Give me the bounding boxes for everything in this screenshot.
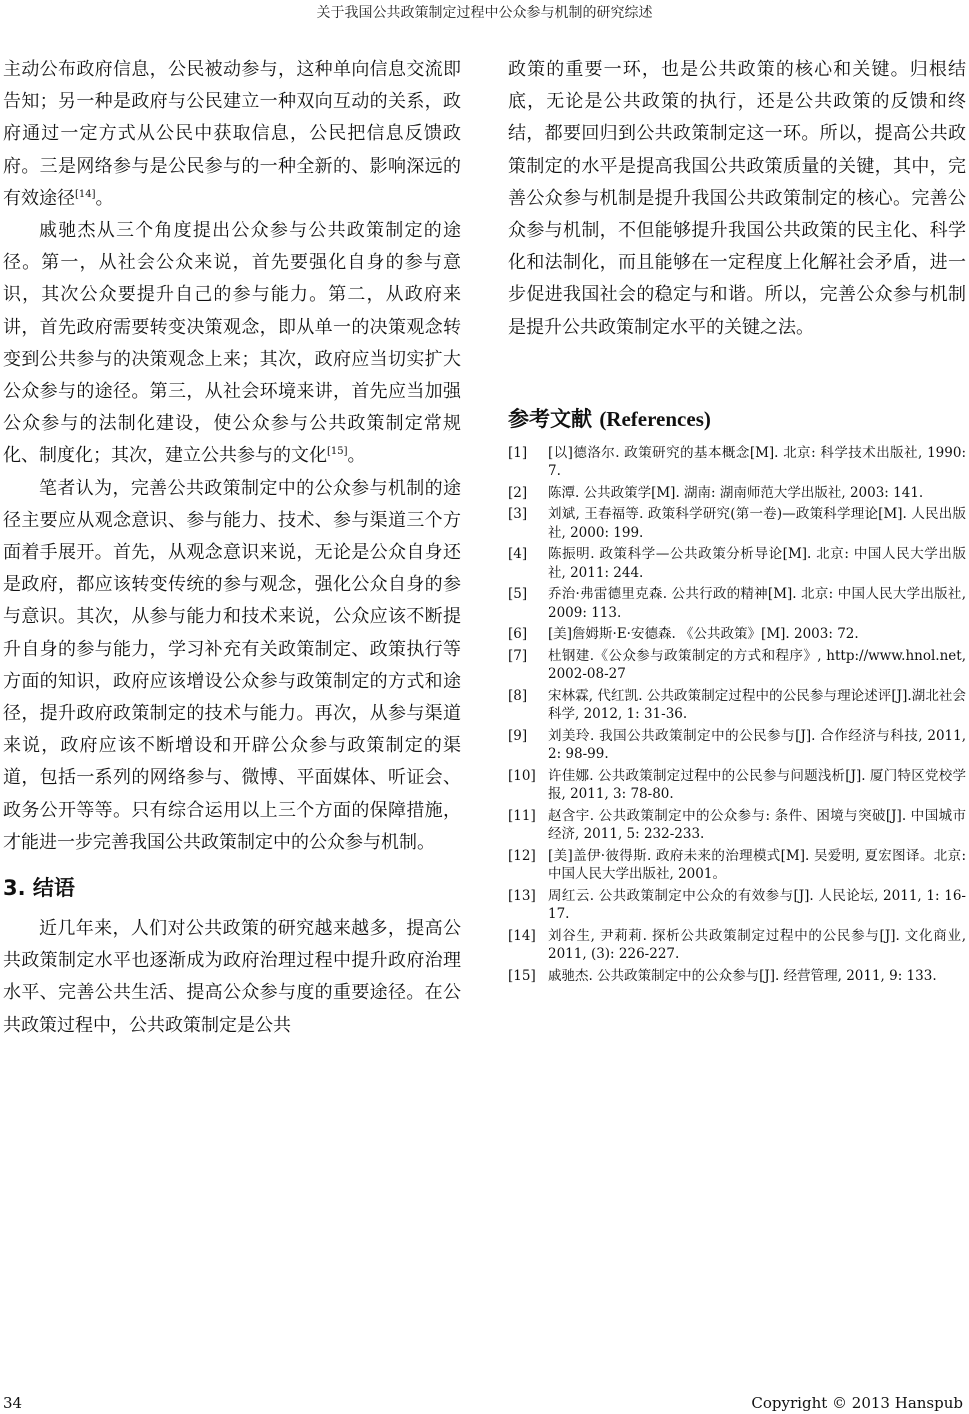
reference-number: [3]: [508, 506, 528, 523]
reference-text: [以]德洛尔. 政策研究的基本概念[M]. 北京: 科学技术出版社, 1990: 7.: [548, 444, 966, 480]
reference-text: 刘美玲. 我国公共政策制定中的公民参与[J]. 合作经济与科技, 2011, 2: 98-99.: [548, 727, 966, 763]
paragraph: 笔者认为，完善公共政策制定中的公众参与机制的途径主要应从观念意识、参与能力、技术、参与渠道三个方面着手展开。首先，从观念意识来说，无论是公众自身还是政府，都应该转变传统的参与观念，强化公众自身的参与意识。其次，从参与能力和技术来说，公众应该不断提升自身的参与能力，学习补充有关政策制定、政策执行等方面的知识，政府应该增设公众参与政策制定的方式和途径，提升政府政策制定的技术与能力。再次，从参与渠道来说，政府应该不断增设和开辟公众参与政策制定的渠道，包括一系列的网络参与、微博、平面媒体、听证会、政务公开等等。只有综合运用以上三个方面的保障措施，才能进一步完善我国公共政策制定中的公众参与机制。: [3, 477, 461, 853]
reference-number: [11]: [508, 807, 536, 824]
reference-item: [508, 585, 966, 622]
reference-number: [2]: [508, 484, 528, 501]
reference-text: 赵含宇. 公共政策制定中的公众参与: 条件、困境与突破[J]. 中国城市经济, 2011, 5: 232-233.: [548, 807, 966, 843]
paragraph: [3, 215, 461, 473]
reference-item: [508, 484, 966, 503]
paragraph-text: 主动公布政府信息，公民被动参与，这种单向信息交流即告知；另一种是政府与公民建立一种双向互动的关系，政府通过一定方式从公民中获取信息，公民把信息反馈政府。三是网络参与是公民参与的一种全新的、影响深远的有效途径: [3, 59, 461, 209]
reference-item: [508, 505, 966, 542]
reference-item: [508, 847, 966, 884]
paragraph-text: 戚驰杰从三个角度提出公众参与公共政策制定的途径。第一，从社会公众来说，首先要强化自身的参与意识，其次公众要提升自己的参与能力。第二，从政府来讲，首先政府需要转变决策观念，即从单一的决策观念转变到公共参与的决策观念上来；其次，政府应当切实扩大公众参与的途径。第三，从社会环境来讲，首先应当加强公众参与的法制化建设，使公众参与公共政策制定常规化、制度化；其次，建立公共参与的文化: [3, 220, 461, 467]
reference-text: 许佳娜. 公共政策制定过程中的公民参与问题浅析[J]. 厦门特区党校学报, 2011, 3: 78-80.: [548, 767, 966, 803]
left-column: [3, 54, 461, 1042]
reference-text: 周红云. 公共政策制定中公众的有效参与[J]. 人民论坛, 2011, 1: 16-17.: [548, 887, 966, 923]
reference-text: [美]詹姆斯·E·安德森. 《公共政策》[M]. 2003: 72.: [548, 626, 859, 643]
reference-item: [508, 444, 966, 481]
references-heading-en: (References): [599, 406, 711, 431]
reference-number: [7]: [508, 647, 528, 664]
reference-item: [508, 545, 966, 582]
reference-item: [508, 767, 966, 804]
reference-number: [14]: [508, 927, 536, 944]
reference-number: [4]: [508, 546, 528, 563]
copyright: Copyright © 2013 Hanspub: [751, 1394, 963, 1412]
citation: [15]: [327, 446, 348, 458]
citation: [14]: [75, 188, 96, 200]
reference-text: 宋林霖, 代红凯. 公共政策制定过程中的公民参与理论述评[J].湖北社会科学, 2012, 1: 31-36.: [548, 687, 966, 723]
reference-number: [12]: [508, 847, 536, 864]
section-heading: 3. 结语: [3, 876, 75, 901]
reference-number: [10]: [508, 767, 536, 784]
paragraph: 政策的重要一环，也是公共政策的核心和关键。归根结底，无论是公共政策的执行，还是公共政策的反馈和终结，都要回归到公共政策制定这一环。所以，提高公共政策制定的水平是提高我国公共政策质量的关键，其中，完善公众参与机制是提升我国公共政策制定的核心。完善公众参与机制，不但能够提升我国公共政策的民主化、科学化和法制化，而且能够在一定程度上化解社会矛盾，进一步促进我国社会的稳定与和谐。所以，完善公众参与机制是提升公共政策制定水平的关键之法。: [508, 59, 966, 338]
paragraph-end: 。: [347, 445, 366, 467]
reference-number: [5]: [508, 586, 528, 603]
reference-item: [508, 807, 966, 844]
reference-text: 乔治·弗雷德里克森. 公共行政的精神[M]. 北京: 中国人民大学出版社, 2009: 113.: [548, 586, 966, 621]
reference-text: 陈振明. 政策科学—公共政策分析导论[M]. 北京: 中国人民大学出版社, 2011: 244.: [548, 546, 966, 581]
reference-number: [8]: [508, 687, 528, 704]
reference-item: [508, 687, 966, 724]
reference-number: [13]: [508, 887, 536, 904]
reference-number: [15]: [508, 967, 536, 984]
reference-text: 杜钢建.《公众参与政策制定的方式和程序》, http://www.hnol.net, 2002-08-27: [548, 647, 966, 683]
reference-item: [508, 887, 966, 924]
reference-text: 刘斌, 王春福等. 政策科学研究(第一卷)—政策科学理论[M]. 人民出版社, 2000: 199.: [548, 506, 966, 541]
references-heading: [508, 404, 966, 434]
running-head: 关于我国公共政策制定过程中公众参与机制的研究综述: [316, 5, 653, 21]
paragraph: [3, 54, 461, 215]
reference-item: [508, 727, 966, 764]
reference-number: [1]: [508, 444, 528, 461]
reference-item: [508, 927, 966, 964]
page-number: 34: [3, 1394, 23, 1412]
reference-text: [美]盖伊·彼得斯. 政府未来的治理模式[M]. 吴爱明, 夏宏图译。北京: 中国人民大学出版社, 2001。: [548, 847, 966, 883]
reference-text: 刘谷生, 尹莉莉. 探析公共政策制定过程中的公民参与[J]. 文化商业, 2011, (3): 226-227.: [548, 927, 966, 963]
references-heading-cn: 参考文献: [508, 406, 592, 431]
reference-item: [508, 647, 966, 684]
paragraph: 近几年来，人们对公共政策的研究越来越多，提高公共政策制定水平也逐渐成为政府治理过程中提升政府治理水平、完善公共生活、提高公众参与度的重要途径。在公共政策过程中，公共政策制定是公共: [3, 918, 461, 1036]
reference-text: 陈潭. 公共政策学[M]. 湖南: 湖南师范大学出版社, 2003: 141.: [548, 484, 924, 501]
reference-item: [508, 625, 966, 644]
reference-item: [508, 967, 966, 986]
reference-list: [508, 444, 966, 986]
paragraph-end: 。: [95, 187, 114, 209]
reference-number: [9]: [508, 727, 528, 744]
reference-number: [6]: [508, 626, 528, 643]
right-column: [508, 54, 966, 988]
reference-text: 戚驰杰. 公共政策制定中的公众参与[J]. 经营管理, 2011, 9: 133.: [548, 967, 937, 984]
